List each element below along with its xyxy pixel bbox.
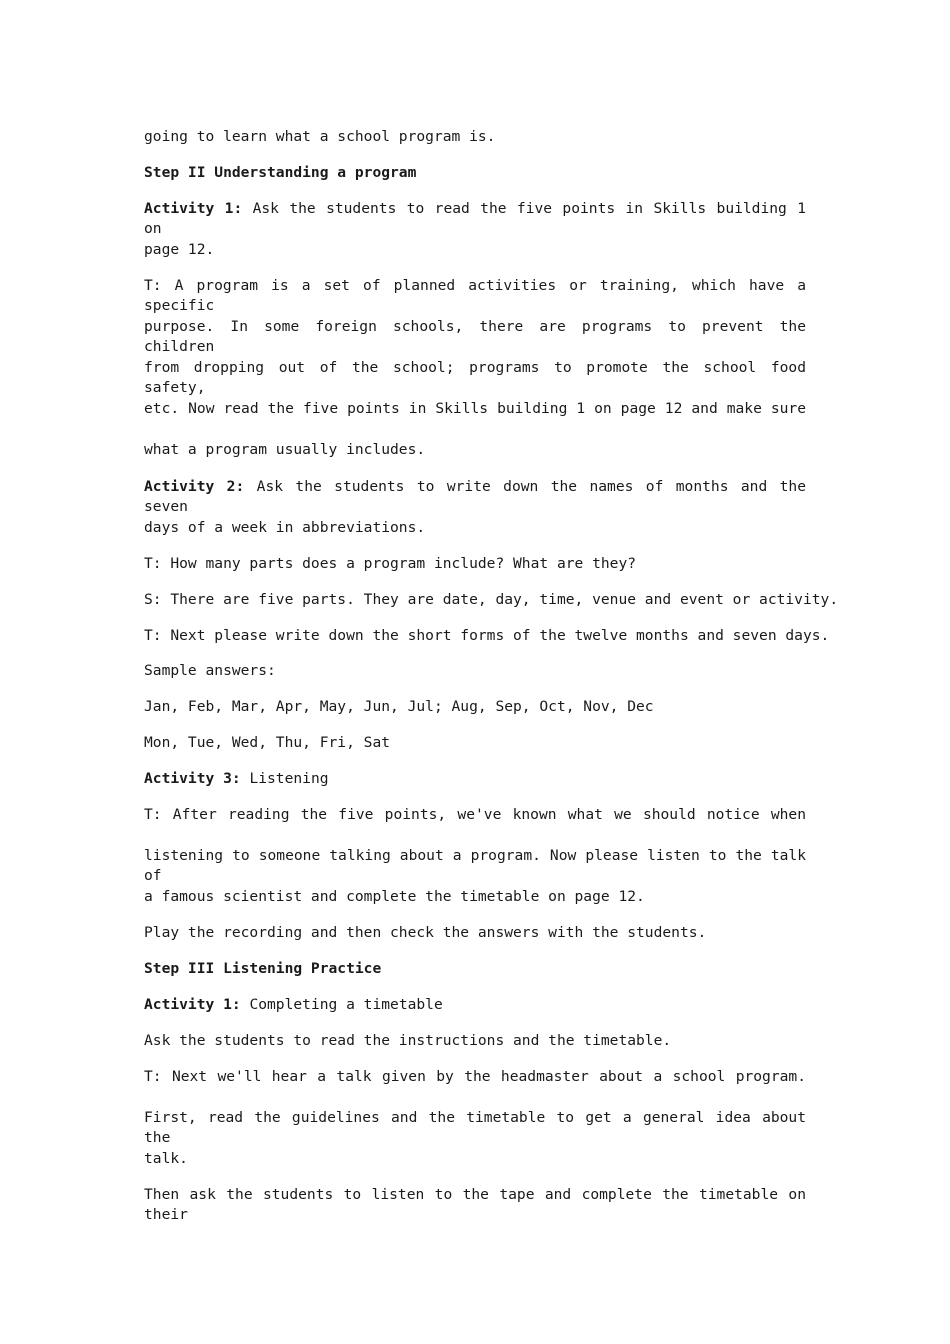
step-heading: Step II Understanding a program <box>144 164 417 181</box>
text-line: T: After reading the five points, we've known what we should notice when <box>144 806 806 823</box>
text-line: Then ask the students to listen to the tape and complete the timetable on their <box>144 1186 806 1223</box>
text-line: T: How many parts does a program include? What are they? <box>144 555 637 572</box>
text-line <box>144 769 806 789</box>
text-line: listening to someone talking about a program. Now please listen to the talk of <box>144 847 806 884</box>
text-line: Jan, Feb, Mar, Apr, May, Jun, Jul; Aug, Sep, Oct, Nov, Dec <box>144 698 654 715</box>
text-line: from dropping out of the school; programs to promote the school food safety, <box>144 359 806 396</box>
text-line <box>144 477 806 517</box>
text-line: Play the recording and then check the answers with the students. <box>144 924 707 941</box>
text-line: T: Next please write down the short forms of the twelve months and seven days. <box>144 627 830 644</box>
text-span: Completing a timetable <box>249 996 443 1013</box>
text-span: Ask the students to write down the names of months and the seven <box>144 478 806 515</box>
text-line <box>144 199 806 239</box>
step-heading: Step III Listening Practice <box>144 960 382 977</box>
activity-label: Activity 1: <box>144 996 241 1013</box>
text-line <box>144 995 806 1015</box>
activity-label: Activity 3: <box>144 770 241 787</box>
text-line: talk. <box>144 1150 188 1167</box>
text-line: First, read the guidelines and the timetable to get a general idea about the <box>144 1109 806 1146</box>
text-line: page 12. <box>144 241 215 258</box>
text-line: Sample answers: <box>144 662 276 679</box>
text-line: S: There are five parts. They are date, day, time, venue and event or activity. <box>144 591 839 608</box>
activity-label: Activity 1: <box>144 200 243 217</box>
text-span: Listening <box>249 770 329 787</box>
text-line: purpose. In some foreign schools, there are programs to prevent the children <box>144 318 806 355</box>
text-line: going to learn what a school program is. <box>144 128 496 145</box>
text-line: a famous scientist and complete the timetable on page 12. <box>144 888 645 905</box>
text-line: T: Next we'll hear a talk given by the headmaster about a school program. <box>144 1068 806 1085</box>
text-line: T: A program is a set of planned activities or training, which have a specific <box>144 277 806 314</box>
text-line: etc. Now read the five points in Skills building 1 on page 12 and make sure <box>144 400 806 417</box>
activity-label: Activity 2: <box>144 478 245 495</box>
text-line: Mon, Tue, Wed, Thu, Fri, Sat <box>144 734 391 751</box>
text-line: what a program usually includes. <box>144 441 426 458</box>
text-span: Ask the students to read the five points in Skills building 1 on <box>144 200 806 237</box>
text-line: days of a week in abbreviations. <box>144 519 426 536</box>
text-line: Ask the students to read the instructions and the timetable. <box>144 1032 672 1049</box>
